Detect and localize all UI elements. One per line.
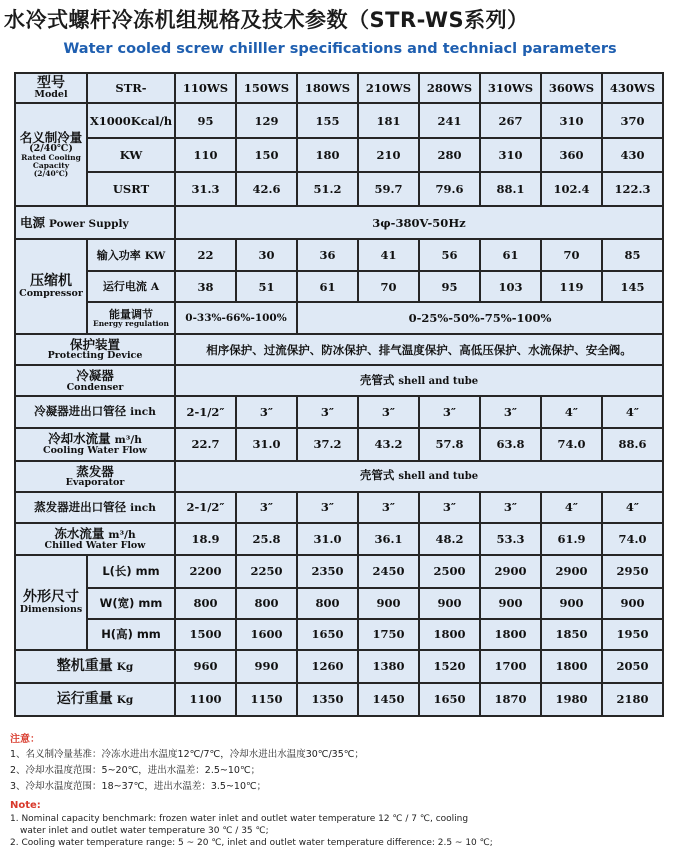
input-power-unit: KW — [144, 249, 166, 262]
value-cell: 63.8 — [480, 428, 541, 461]
evaporator-pipe-unit: inch — [130, 501, 156, 514]
energy-label-cn: 能量调节 — [109, 307, 153, 321]
condenser-value — [175, 365, 663, 396]
value-cell: 1150 — [236, 683, 297, 716]
compressor-current-row — [15, 271, 663, 302]
notes-cn-line: 1、名义制冷量基准：冷冻水进出水温度12℃/7℃，冷却水进出水温度30℃/35℃； — [10, 749, 364, 760]
value-cell: 122.3 — [602, 172, 663, 206]
condenser-label-en: Condenser — [66, 381, 124, 393]
value-cell: 61.9 — [541, 523, 602, 555]
value-cell: 22 — [175, 239, 236, 271]
value-cell: 42.6 — [236, 172, 297, 206]
value-cell: 1100 — [175, 683, 236, 716]
power-label-cell — [15, 206, 175, 239]
value-cell: 1750 — [358, 619, 419, 650]
page-title: 水冷式螺杆冷冻机组规格及技术参数（STR-WS系列） — [4, 8, 529, 32]
dimension-length-row — [15, 555, 663, 588]
value-cell: 900 — [419, 588, 480, 619]
notes-en-line: water inlet and outlet water temperature 30 ℃ / 35 ℃; — [20, 826, 269, 836]
notes-en-line: 1. Nominal capacity benchmark: frozen water inlet and outlet water temperature 12 ℃ / 7 ℃, cooling — [10, 814, 469, 824]
dimensions-label-cell — [15, 555, 87, 650]
capacity-unit: KW — [87, 138, 175, 172]
model-label-cn: 型号 — [37, 74, 65, 91]
value-cell: 900 — [358, 588, 419, 619]
value-cell: 2050 — [602, 650, 663, 683]
running-current-label-cell — [87, 271, 175, 302]
value-cell: 88.6 — [602, 428, 663, 461]
value-cell: 145 — [602, 271, 663, 302]
value-cell: 2350 — [297, 555, 358, 588]
value-cell: 900 — [602, 588, 663, 619]
value-cell: 1800 — [541, 650, 602, 683]
value-cell: 36.1 — [358, 523, 419, 555]
value-cell: 2450 — [358, 555, 419, 588]
value-cell: 155 — [297, 103, 358, 138]
condenser-label-cn: 冷凝器 — [76, 368, 114, 384]
power-label-cn: 电源 — [20, 214, 46, 230]
value-cell: 1800 — [419, 619, 480, 650]
dimensions-label-cn: 外形尺寸 — [23, 588, 79, 605]
running-current-label: 运行电流 — [102, 280, 147, 294]
value-cell: 102.4 — [541, 172, 602, 206]
operating-weight-row — [15, 683, 663, 716]
value-cell: 1380 — [358, 650, 419, 683]
protecting-value: 相序保护、过流保护、防冰保护、排气温度保护、高低压保护、水流保护、安全阀。 — [175, 334, 663, 365]
input-power-label: 输入功率 — [96, 248, 141, 262]
capacity-unit: USRT — [87, 172, 175, 206]
model-prefix: STR- — [87, 73, 175, 103]
energy-label-en: Energy regulation — [92, 319, 169, 329]
model-label-en: Model — [34, 89, 68, 101]
capacity-row-kcal — [15, 103, 663, 138]
protecting-label-cell — [15, 334, 175, 365]
value-cell: 4″ — [541, 492, 602, 523]
page-subtitle: Water cooled screw chilller specifications and techniacl parameters — [63, 41, 617, 57]
chilled-flow-row — [15, 523, 663, 555]
value-cell: 38 — [175, 271, 236, 302]
evaporator-pipe-label: 蒸发器进出口管径 — [34, 499, 127, 514]
value-cell: 53.3 — [480, 523, 541, 555]
value-cell: 43.2 — [358, 428, 419, 461]
value-cell: 1800 — [480, 619, 541, 650]
compressor-label-cell — [15, 239, 87, 334]
weight-unit: Kg — [116, 661, 134, 673]
value-cell: 57.8 — [419, 428, 480, 461]
operating-weight-unit: Kg — [116, 694, 134, 707]
value-cell: 1870 — [480, 683, 541, 716]
value-cell: 51 — [236, 271, 297, 302]
notes-en-heading: Note: — [10, 800, 41, 811]
capacity-label-en: Rated Cooling Capacity — [21, 153, 81, 171]
value-cell: 70 — [358, 271, 419, 302]
protecting-label-en: Protecting Device — [47, 350, 143, 362]
value-cell: 800 — [236, 588, 297, 619]
value-cell: 119 — [541, 271, 602, 302]
energy-first: 0-33%-66%-100% — [175, 302, 297, 334]
value-cell: 1600 — [236, 619, 297, 650]
value-cell: 3″ — [236, 492, 297, 523]
value-cell: 3″ — [480, 492, 541, 523]
protecting-label-cn: 保护装置 — [69, 337, 120, 353]
value-cell: 1260 — [297, 650, 358, 683]
running-current-unit: A — [150, 281, 160, 294]
chilled-flow-label-en: Chilled Water Flow — [44, 539, 146, 551]
value-cell: 180 — [297, 138, 358, 172]
value-cell: 280 — [419, 138, 480, 172]
value-cell: 30 — [236, 239, 297, 271]
condenser-value-cn: 壳管式 — [359, 373, 395, 388]
value-cell: 4″ — [602, 492, 663, 523]
value-cell: 61 — [297, 271, 358, 302]
model-cell: 280WS — [419, 73, 480, 103]
notes-en-line: 2. Cooling water temperature range: 5 ~ 20 ℃, inlet and outlet water temperature difference: 2.5 ~ 10 ℃; — [10, 838, 493, 848]
value-cell: 110 — [175, 138, 236, 172]
value-cell: 3″ — [297, 492, 358, 523]
cooling-flow-row — [15, 428, 663, 461]
value-cell: 150 — [236, 138, 297, 172]
value-cell: 241 — [419, 103, 480, 138]
value-cell: 41 — [358, 239, 419, 271]
value-cell: 1850 — [541, 619, 602, 650]
value-cell: 3″ — [236, 396, 297, 427]
value-cell: 74.0 — [602, 523, 663, 555]
notes-cn — [10, 730, 670, 795]
power-row — [15, 206, 663, 239]
value-cell: 3″ — [358, 396, 419, 427]
dimension-label: H(高) mm — [87, 619, 175, 650]
value-cell: 430 — [602, 138, 663, 172]
value-cell: 95 — [419, 271, 480, 302]
condenser-pipe-label: 冷凝器进出口管径 — [34, 404, 127, 419]
value-cell: 48.2 — [419, 523, 480, 555]
value-cell: 51.2 — [297, 172, 358, 206]
value-cell: 31.0 — [297, 523, 358, 555]
value-cell: 1950 — [602, 619, 663, 650]
notes-cn-heading: 注意： — [10, 734, 40, 745]
value-cell: 3″ — [358, 492, 419, 523]
value-cell: 95 — [175, 103, 236, 138]
value-cell: 1650 — [419, 683, 480, 716]
value-cell: 61 — [480, 239, 541, 271]
value-cell: 181 — [358, 103, 419, 138]
value-cell: 25.8 — [236, 523, 297, 555]
value-cell: 103 — [480, 271, 541, 302]
model-cell: 180WS — [297, 73, 358, 103]
value-cell: 2900 — [541, 555, 602, 588]
condenser-row — [15, 365, 663, 396]
value-cell: 79.6 — [419, 172, 480, 206]
chilled-flow-unit: m³/h — [108, 528, 136, 541]
weight-label-cn: 整机重量 — [56, 658, 113, 674]
condenser-label-cell — [15, 365, 175, 396]
evaporator-row — [15, 461, 663, 492]
energy-rest: 0-25%-50%-75%-100% — [297, 302, 663, 334]
value-cell: 18.9 — [175, 523, 236, 555]
value-cell: 1520 — [419, 650, 480, 683]
value-cell: 31.3 — [175, 172, 236, 206]
capacity-unit: X1000Kcal/h — [87, 103, 175, 138]
condenser-value-en: shell and tube — [398, 376, 479, 388]
value-cell: 310 — [480, 138, 541, 172]
value-cell: 22.7 — [175, 428, 236, 461]
evaporator-pipe-label-cell — [15, 492, 175, 523]
compressor-label-en: Compressor — [19, 288, 83, 300]
value-cell: 70 — [541, 239, 602, 271]
notes-en — [10, 800, 675, 849]
evaporator-value-cn: 壳管式 — [359, 468, 395, 483]
dimension-label: L(长) mm — [87, 555, 175, 588]
cooling-flow-label-cell — [15, 428, 175, 461]
model-label-cell — [15, 73, 87, 103]
value-cell: 1650 — [297, 619, 358, 650]
notes-cn-line: 2、冷却水温度范围：5~20℃，进出水温差：2.5~10℃； — [10, 765, 261, 776]
evaporator-value — [175, 461, 663, 492]
capacity-label-cn: 名义制冷量 — [19, 130, 83, 146]
energy-label-cell — [87, 302, 175, 334]
dimension-height-row — [15, 619, 663, 650]
dimension-width-row — [15, 588, 663, 619]
notes-cn-line: 3、冷却水温度范围：18~37℃，进出水温差：3.5~10℃； — [10, 781, 267, 792]
value-cell: 1450 — [358, 683, 419, 716]
value-cell: 129 — [236, 103, 297, 138]
dimension-label: W(宽) mm — [87, 588, 175, 619]
operating-weight-label-cn: 运行重量 — [56, 691, 113, 708]
cooling-flow-label-cn: 冷却水流量 — [48, 431, 111, 447]
model-cell: 210WS — [358, 73, 419, 103]
value-cell: 800 — [297, 588, 358, 619]
capacity-label-cell — [15, 103, 87, 206]
condenser-pipe-row — [15, 396, 663, 427]
value-cell: 2500 — [419, 555, 480, 588]
value-cell: 31.0 — [236, 428, 297, 461]
value-cell: 1350 — [297, 683, 358, 716]
dimensions-label-en: Dimensions — [19, 603, 83, 615]
capacity-row-kw — [15, 138, 663, 172]
value-cell: 85 — [602, 239, 663, 271]
value-cell: 74.0 — [541, 428, 602, 461]
compressor-input-row — [15, 239, 663, 271]
compressor-label-cn: 压缩机 — [30, 273, 72, 290]
evaporator-value-en: shell and tube — [398, 471, 479, 483]
value-cell: 2250 — [236, 555, 297, 588]
value-cell: 310 — [541, 103, 602, 138]
chilled-flow-label-cn: 冻水流量 — [54, 525, 105, 541]
condenser-pipe-unit: inch — [130, 406, 156, 419]
model-cell: 310WS — [480, 73, 541, 103]
value-cell: 3″ — [480, 396, 541, 427]
evaporator-label-en: Evaporator — [65, 476, 125, 488]
value-cell: 3″ — [419, 396, 480, 427]
weight-row — [15, 650, 663, 683]
input-power-label-cell — [87, 239, 175, 271]
chilled-flow-label-cell — [15, 523, 175, 555]
value-cell: 1500 — [175, 619, 236, 650]
value-cell: 990 — [236, 650, 297, 683]
value-cell: 59.7 — [358, 172, 419, 206]
value-cell: 2-1/2″ — [175, 396, 236, 427]
capacity-condition: (2/40℃) — [29, 143, 73, 155]
protecting-row — [15, 334, 663, 365]
value-cell: 2-1/2″ — [175, 492, 236, 523]
value-cell: 88.1 — [480, 172, 541, 206]
value-cell: 36 — [297, 239, 358, 271]
value-cell: 2900 — [480, 555, 541, 588]
value-cell: 960 — [175, 650, 236, 683]
value-cell: 800 — [175, 588, 236, 619]
model-cell: 430WS — [602, 73, 663, 103]
value-cell: 37.2 — [297, 428, 358, 461]
model-cell: 110WS — [175, 73, 236, 103]
value-cell: 2950 — [602, 555, 663, 588]
value-cell: 370 — [602, 103, 663, 138]
value-cell: 267 — [480, 103, 541, 138]
power-label-en: Power Supply — [49, 217, 129, 230]
compressor-energy-row — [15, 302, 663, 334]
value-cell: 1700 — [480, 650, 541, 683]
spec-table — [14, 72, 664, 717]
value-cell: 4″ — [602, 396, 663, 427]
value-cell: 900 — [541, 588, 602, 619]
cooling-flow-unit: m³/h — [114, 434, 142, 447]
capacity-condition-en: (2/40℃) — [33, 169, 69, 179]
value-cell: 4″ — [541, 396, 602, 427]
value-cell: 900 — [480, 588, 541, 619]
model-cell: 150WS — [236, 73, 297, 103]
weight-label-cell — [15, 650, 175, 683]
model-cell: 360WS — [541, 73, 602, 103]
model-row — [15, 73, 663, 103]
condenser-pipe-label-cell — [15, 396, 175, 427]
operating-weight-label-cell — [15, 683, 175, 716]
capacity-row-usrt — [15, 172, 663, 206]
value-cell: 360 — [541, 138, 602, 172]
value-cell: 3″ — [419, 492, 480, 523]
value-cell: 3″ — [297, 396, 358, 427]
power-value: 3φ-380V-50Hz — [175, 206, 663, 239]
value-cell: 2180 — [602, 683, 663, 716]
value-cell: 2200 — [175, 555, 236, 588]
evaporator-pipe-row — [15, 492, 663, 523]
evaporator-label-cn: 蒸发器 — [76, 463, 114, 479]
value-cell: 56 — [419, 239, 480, 271]
cooling-flow-label-en: Cooling Water Flow — [43, 445, 147, 457]
evaporator-label-cell — [15, 461, 175, 492]
value-cell: 1980 — [541, 683, 602, 716]
value-cell: 210 — [358, 138, 419, 172]
